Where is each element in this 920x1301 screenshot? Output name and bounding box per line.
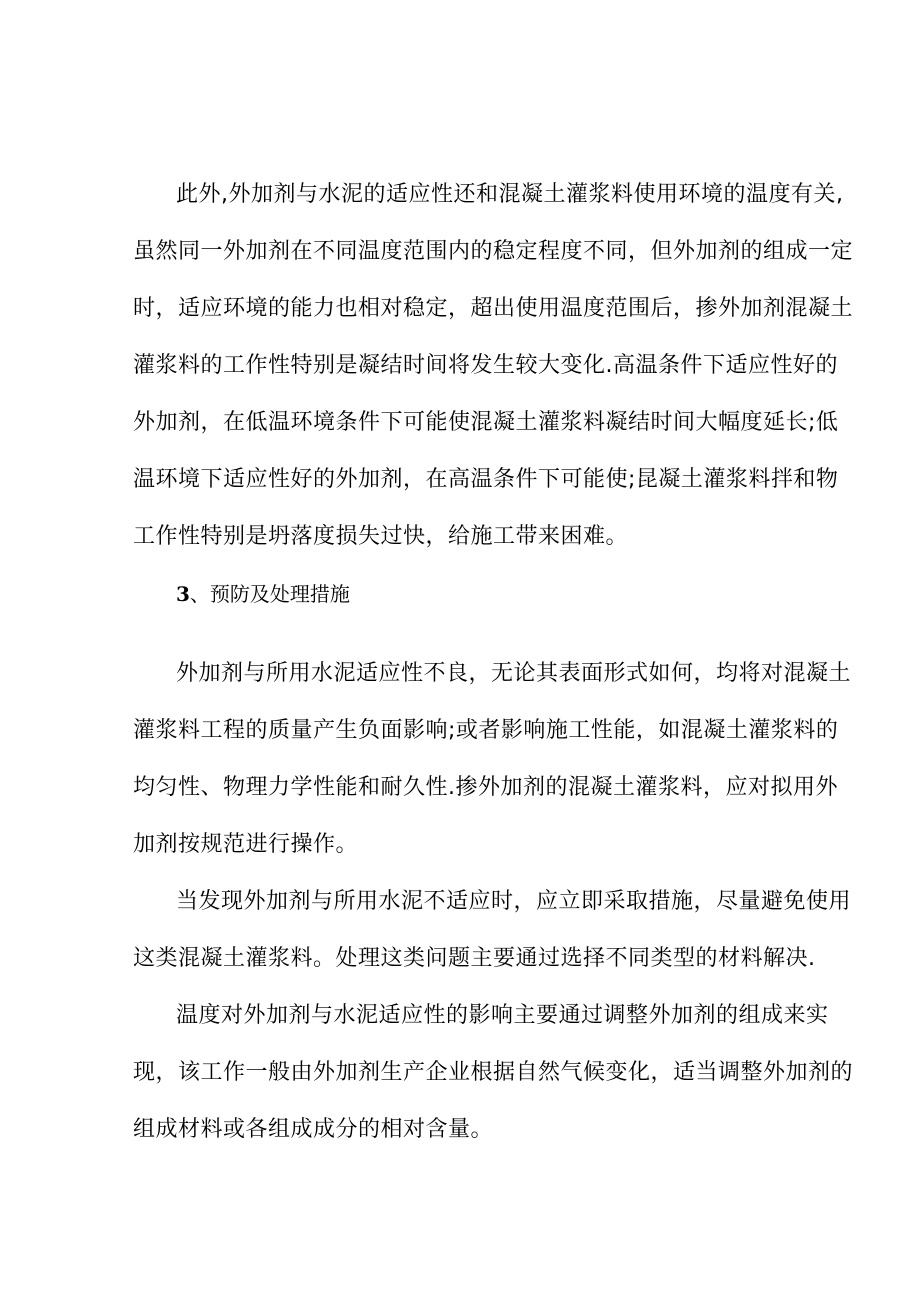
paragraph-line: 温环境下适应性好的外加剂，在高温条件下可能使;昆凝土灌浆料拌和物	[133, 467, 839, 492]
paragraph-line: 加剂按规范进行操作。	[133, 832, 359, 857]
section-title: 、预防及处理措施	[189, 582, 350, 606]
paragraph-line: 工作性特别是坍落度损失过快，给施工带来困难。	[133, 524, 629, 549]
section-number: 3	[176, 582, 190, 606]
paragraph-line: 时，适应环境的能力也相对稳定，超出使用温度范围后，掺外加剂混凝土	[133, 296, 854, 321]
paragraph-line: 现，该工作一般由外加剂生产企业根据自然气候变化，适当调整外加剂的	[133, 1060, 854, 1085]
paragraph-line: 这类混凝土灌浆料。处理这类问题主要通过选择不同类型的材料解决.	[133, 946, 816, 971]
paragraph-line: 虽然同一外加剂在不同温度范围内的稳定程度不同，但外加剂的组成一定	[133, 239, 854, 264]
section-heading	[176, 579, 350, 609]
paragraph-line: 外加剂，在低温环境条件下可能使混凝土灌浆料凝结时间大幅度延长;低	[133, 410, 839, 435]
paragraph-line: 外加剂与所用水泥适应性不良，无论其表面形式如何，均将对混凝土	[176, 661, 852, 686]
paragraph-line: 组成材料或各组成成分的相对含量。	[133, 1117, 494, 1142]
paragraph-line: 当发现外加剂与所用水泥不适应时，应立即采取措施，尽量避免使用	[176, 889, 852, 914]
paragraph-line: 此外,外加剂与水泥的适应性还和混凝土灌浆料使用环境的温度有关,	[176, 182, 844, 207]
paragraph-line: 灌浆料的工作性特别是凝结时间将发生较大变化.高温条件下适应性好的	[133, 353, 838, 378]
paragraph-line: 均匀性、物理力学性能和耐久性.掺外加剂的混凝土灌浆料，应对拟用外	[133, 775, 838, 800]
paragraph-line: 温度对外加剂与水泥适应性的影响主要通过调整外加剂的组成来实	[176, 1003, 829, 1028]
paragraph-line: 灌浆料工程的质量产生负面影响;或者影响施工性能，如混凝土灌浆料的	[133, 718, 839, 743]
